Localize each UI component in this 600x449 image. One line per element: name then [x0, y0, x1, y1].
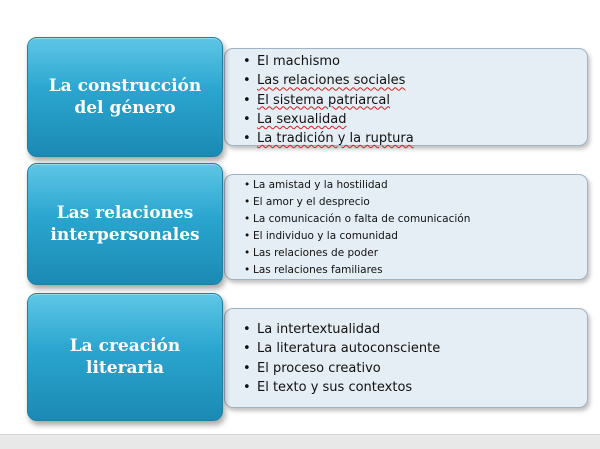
topic-title-gender: [27, 37, 223, 157]
list-item: • El machismo: [257, 52, 587, 71]
topic-title-text: La construcción del género: [48, 76, 202, 118]
topic-list-gender: [224, 48, 588, 146]
topic-title-literary: [27, 293, 223, 421]
list-item: • El sistema patriarcal: [257, 91, 587, 110]
topic-list-relations: [224, 174, 588, 280]
list-item: • El proceso creativo: [257, 359, 587, 378]
list-item: • Las relaciones familiares: [253, 262, 587, 279]
list-item: • El individuo y la comunidad: [253, 228, 587, 245]
list-item: • El texto y sus contextos: [257, 378, 587, 397]
list-item: • Las relaciones de poder: [253, 245, 587, 262]
list-item: • La intertextualidad: [257, 320, 587, 339]
status-bar: [0, 434, 600, 449]
list-item: • La amistad y la hostilidad: [253, 177, 587, 194]
list-item: • La literatura autoconsciente: [257, 339, 587, 358]
topic-title-text: Las relaciones interpersonales: [50, 203, 200, 245]
list-item: • La tradición y la ruptura: [257, 129, 587, 148]
list-item: • El amor y el desprecio: [253, 194, 587, 211]
list-item: • La sexualidad: [257, 110, 587, 129]
list-item: • Las relaciones sociales: [257, 71, 587, 90]
list-item: • La comunicación o falta de comunicación: [253, 211, 587, 228]
topic-list-literary: [224, 308, 588, 408]
topic-title-relations: [27, 163, 223, 285]
topic-title-text: La creación literaria: [69, 336, 181, 378]
